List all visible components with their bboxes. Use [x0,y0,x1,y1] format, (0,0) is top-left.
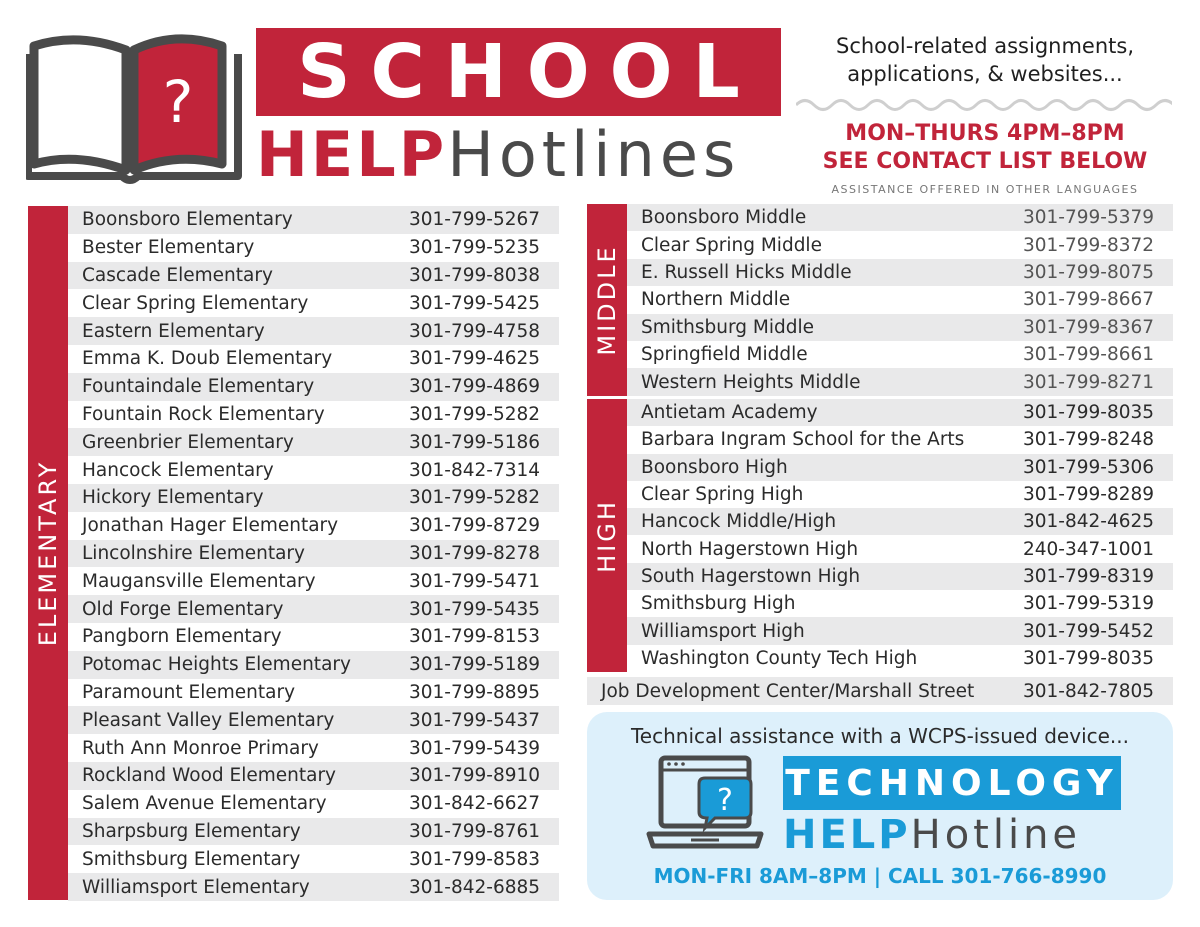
school-name: Smithsburg High [641,593,796,615]
school-phone: 301-799-5452 [1023,620,1155,642]
school-row [68,679,559,707]
school-row [627,426,1173,453]
school-name: Williamsport High [641,620,805,642]
school-name: Springfield Middle [641,344,808,366]
elementary-list [68,206,559,901]
school-row [627,286,1173,313]
school-name: Jonathan Hager Elementary [82,515,339,537]
school-name: Smithsburg Elementary [82,848,301,870]
school-row [68,595,559,623]
school-name: Boonsboro High [641,456,788,478]
school-phone: 301-799-8075 [1023,261,1155,283]
school-phone: 301-842-7314 [409,459,541,481]
school-row [627,617,1173,644]
school-phone: 301-799-8035 [1023,647,1155,669]
hotline-word: Hotline [910,812,1082,858]
school-phone: 301-799-4625 [409,348,541,370]
school-name: Boonsboro Middle [641,207,807,229]
assignment-line-1: School-related assignments, [835,34,1134,58]
school-name: Cascade Elementary [82,264,273,286]
school-name: Maugansville Elementary [82,570,316,592]
help-hotlines-title [256,120,740,190]
school-name: Emma K. Doub Elementary [82,348,333,370]
school-phone: 301-799-8271 [1023,371,1155,393]
school-phone: 301-799-8289 [1023,484,1155,506]
language-note: ASSISTANCE OFFERED IN OTHER LANGUAGES [831,183,1139,196]
school-row [627,204,1173,231]
school-phone: 301-799-5425 [409,292,541,314]
elementary-section [28,206,559,900]
school-phone: 301-799-8153 [409,626,541,648]
school-phone: 301-799-5267 [409,209,541,231]
high-list [627,399,1173,672]
school-row [68,623,559,651]
school-phone: 301-799-8248 [1023,429,1155,451]
middle-list [627,204,1173,396]
school-phone: 301-799-8583 [409,848,541,870]
school-phone: 301-799-8910 [409,765,541,787]
school-row [68,484,559,512]
school-row [68,790,559,818]
hours-line: MON–THURS 4PM–8PM [845,121,1125,146]
school-name: Clear Spring High [641,484,804,506]
school-name: Lincolnshire Elementary [82,542,305,564]
elementary-label-text: ELEMENTARY [34,459,62,647]
school-row [627,314,1173,341]
school-row [68,651,559,679]
book-question-icon [26,24,244,188]
school-phone: 301-799-8661 [1023,344,1155,366]
school-row [68,289,559,317]
school-phone: 301-799-8367 [1023,316,1155,338]
school-name: Clear Spring Elementary [82,292,309,314]
school-name: Salem Avenue Elementary [82,793,327,815]
school-row [68,373,559,401]
school-phone: 301-799-5379 [1023,207,1155,229]
school-row [68,234,559,262]
school-phone: 301-799-5282 [409,403,541,425]
middle-section [587,204,1173,396]
school-row [627,563,1173,590]
school-row [68,401,559,429]
technology-intro: Technical assistance with a WCPS-issued device... [630,724,1129,748]
school-name: North Hagerstown High [641,538,859,560]
school-phone: 301-799-8761 [409,820,541,842]
school-row [68,540,559,568]
high-section [587,399,1173,672]
assignment-description [790,32,1180,88]
school-row [627,454,1173,481]
contact-list-note: SEE CONTACT LIST BELOW [822,149,1148,174]
school-row [627,231,1173,258]
school-name: Old Forge Elementary [82,598,284,620]
school-phone: 301-799-8895 [409,681,541,703]
school-phone: 301-842-6627 [409,793,541,815]
school-phone: 301-799-8035 [1023,402,1155,424]
school-row [627,645,1173,672]
svg-text:?: ? [717,783,733,818]
help-word: HELP [256,118,448,191]
school-name: Barbara Ingram School for the Arts [641,429,965,451]
school-row [68,706,559,734]
school-phone: 301-799-4869 [409,376,541,398]
school-phone: 301-799-5435 [409,598,541,620]
school-phone: 240-347-1001 [1023,538,1155,560]
assignment-line-2: applications, & websites... [847,62,1123,86]
school-phone: 301-799-8038 [409,264,541,286]
technology-title: TECHNOLOGY [783,756,1121,810]
school-row [68,345,559,373]
elementary-label [28,206,68,900]
school-name: Paramount Elementary [82,681,296,703]
school-name: Eastern Elementary [82,320,265,342]
technology-panel [587,712,1173,900]
school-phone: 301-799-5439 [409,737,541,759]
school-name: Smithsburg Middle [641,316,815,338]
tech-help-word: HELP [783,812,911,858]
school-row [68,428,559,456]
school-name: Bester Elementary [82,237,255,259]
middle-label-text: MIDDLE [593,244,621,356]
school-row [68,818,559,846]
school-phone: 301-799-5471 [409,570,541,592]
school-name: Antietam Academy [641,402,818,424]
school-name: Rockland Wood Elementary [82,765,337,787]
school-phone: 301-799-5189 [409,654,541,676]
school-row [627,399,1173,426]
school-row [68,512,559,540]
school-name: Northern Middle [641,289,791,311]
hotlines-word: Hotlines [447,118,741,191]
school-name: E. Russell Hicks Middle [641,261,852,283]
school-name: Clear Spring Middle [641,234,822,256]
school-phone: 301-799-5319 [1023,593,1155,615]
school-name: Fountain Rock Elementary [82,403,325,425]
job-center-row [587,677,1173,705]
laptop-question-icon [645,754,765,858]
middle-label [587,204,627,396]
school-row [68,206,559,234]
help-hotline-title [783,812,1081,858]
school-phone: 301-799-5186 [409,431,541,453]
school-row [68,873,559,901]
school-name: Greenbrier Elementary [82,431,294,453]
school-row [68,567,559,595]
school-row [627,368,1173,395]
school-phone: 301-799-5235 [409,237,541,259]
job-center-name: Job Development Center/Marshall Street [601,680,975,702]
school-row [627,259,1173,286]
school-phone: 301-799-5306 [1023,456,1155,478]
school-phone: 301-799-8729 [409,515,541,537]
school-name: Potomac Heights Elementary [82,654,351,676]
school-row [68,262,559,290]
school-phone: 301-799-8319 [1023,565,1155,587]
school-name: Boonsboro Elementary [82,209,293,231]
school-name: Pleasant Valley Elementary [82,709,335,731]
hours-info [790,120,1180,176]
school-row [627,508,1173,535]
school-row [68,456,559,484]
school-name: Sharpsburg Elementary [82,820,301,842]
school-phone: 301-799-5437 [409,709,541,731]
school-row [627,590,1173,617]
school-phone: 301-799-8278 [409,542,541,564]
school-phone: 301-799-4758 [409,320,541,342]
school-name: Pangborn Elementary [82,626,282,648]
school-name: Hickory Elementary [82,487,264,509]
school-row [627,341,1173,368]
school-row [68,734,559,762]
school-title: SCHOOL [256,28,781,116]
high-label [587,399,627,672]
school-name: Hancock Middle/High [641,511,837,533]
school-row [627,481,1173,508]
school-name: Western Heights Middle [641,371,861,393]
school-name: Washington County Tech High [641,647,918,669]
school-row [68,845,559,873]
school-phone: 301-799-5282 [409,487,541,509]
school-row [68,762,559,790]
school-name: South Hagerstown High [641,565,861,587]
school-name: Hancock Elementary [82,459,274,481]
technology-hours: MON-FRI 8AM–8PM | CALL 301-766-8990 [653,864,1107,888]
svg-text:?: ? [162,68,194,136]
school-row [627,535,1173,562]
school-row [68,317,559,345]
school-phone: 301-842-6885 [409,876,541,898]
school-name: Ruth Ann Monroe Primary [82,737,319,759]
high-label-text: HIGH [593,498,621,573]
school-name: Williamsport Elementary [82,876,310,898]
school-phone: 301-799-8667 [1023,289,1155,311]
job-center-phone: 301-842-7805 [1023,680,1155,702]
school-name: Fountaindale Elementary [82,376,315,398]
school-phone: 301-842-4625 [1023,511,1155,533]
wave-divider [796,96,1172,114]
school-phone: 301-799-8372 [1023,234,1155,256]
